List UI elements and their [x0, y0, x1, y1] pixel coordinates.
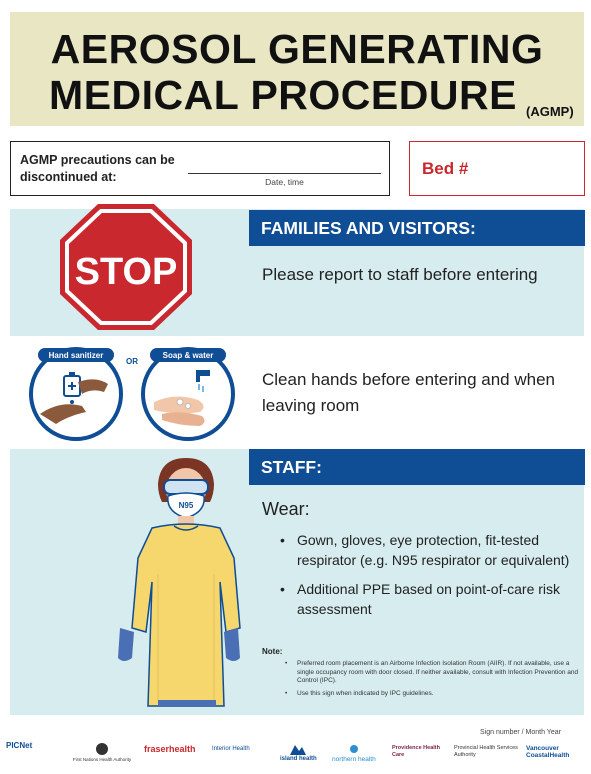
fnha-logo: First Nations Health Authority: [70, 742, 134, 763]
date-time-hint: Date, time: [265, 177, 304, 187]
vch-logo: Vancouver CoastalHealth: [526, 745, 570, 759]
date-time-line[interactable]: [188, 173, 381, 174]
hand-hygiene-illustration: [28, 344, 240, 444]
title-banner: [10, 12, 584, 126]
list-item: • Preferred room placement is an Airborne Infection Isolation Room (AIIR). If not available, use a single occupancy room with door closed. If neither available, consult with Infection Prevention and Control (IPC).: [285, 660, 585, 686]
list-item: • Additional PPE based on point-of-care risk assessment: [280, 579, 580, 619]
sign-number: Sign number / Month Year: [480, 729, 561, 736]
stop-sign-text: STOP: [74, 251, 178, 293]
families-heading: FAMILIES AND VISITORS:: [249, 210, 585, 246]
discontinue-label: AGMP precautions can be discontinued at:: [20, 153, 175, 184]
island-health-logo: island health: [280, 742, 317, 763]
or-label: OR: [126, 357, 138, 366]
ppe-worker-illustration: [112, 456, 252, 716]
list-item: • Use this sign when indicated by IPC guidelines.: [285, 690, 585, 699]
families-instruction: Please report to staff before entering: [262, 265, 538, 284]
title-abbreviation: (AGMP): [526, 104, 574, 119]
hand-sanitizer-label: Hand sanitizer: [48, 351, 104, 360]
ppe-bullet-list: [280, 530, 580, 628]
soap-water-label: Soap & water: [162, 351, 214, 360]
interior-health-logo: Interior Health: [212, 746, 250, 752]
picnet-logo: PICNet: [6, 741, 33, 750]
n95-mask-label: N95: [178, 501, 194, 510]
wear-label: Wear:: [262, 499, 310, 519]
title-line-2: MEDICAL PROCEDURE: [49, 72, 517, 118]
soap-water-icon: [143, 348, 233, 439]
list-item: • Gown, gloves, eye protection, fit-tested respirator (e.g. N95 respirator or equivalent): [280, 530, 580, 570]
northern-health-logo: northern health: [332, 742, 376, 763]
bed-number-label: Bed #: [422, 159, 469, 178]
hygiene-instruction: Clean hands before entering and when leaving room: [262, 370, 555, 415]
stop-sign-icon: [56, 202, 196, 332]
hand-sanitizer-icon: [31, 348, 121, 439]
discontinue-box: [10, 141, 390, 196]
note-label: Note:: [262, 647, 283, 656]
phsa-logo: Provincial Health Services Authority: [454, 745, 518, 758]
bed-number-box[interactable]: [409, 141, 585, 196]
providence-logo: Providence Health Care: [392, 745, 440, 758]
notes-list: [285, 660, 585, 702]
title-line-1: AEROSOL GENERATING: [50, 26, 544, 72]
staff-heading: STAFF:: [249, 449, 585, 485]
fraser-health-logo: fraserhealth: [144, 744, 196, 754]
